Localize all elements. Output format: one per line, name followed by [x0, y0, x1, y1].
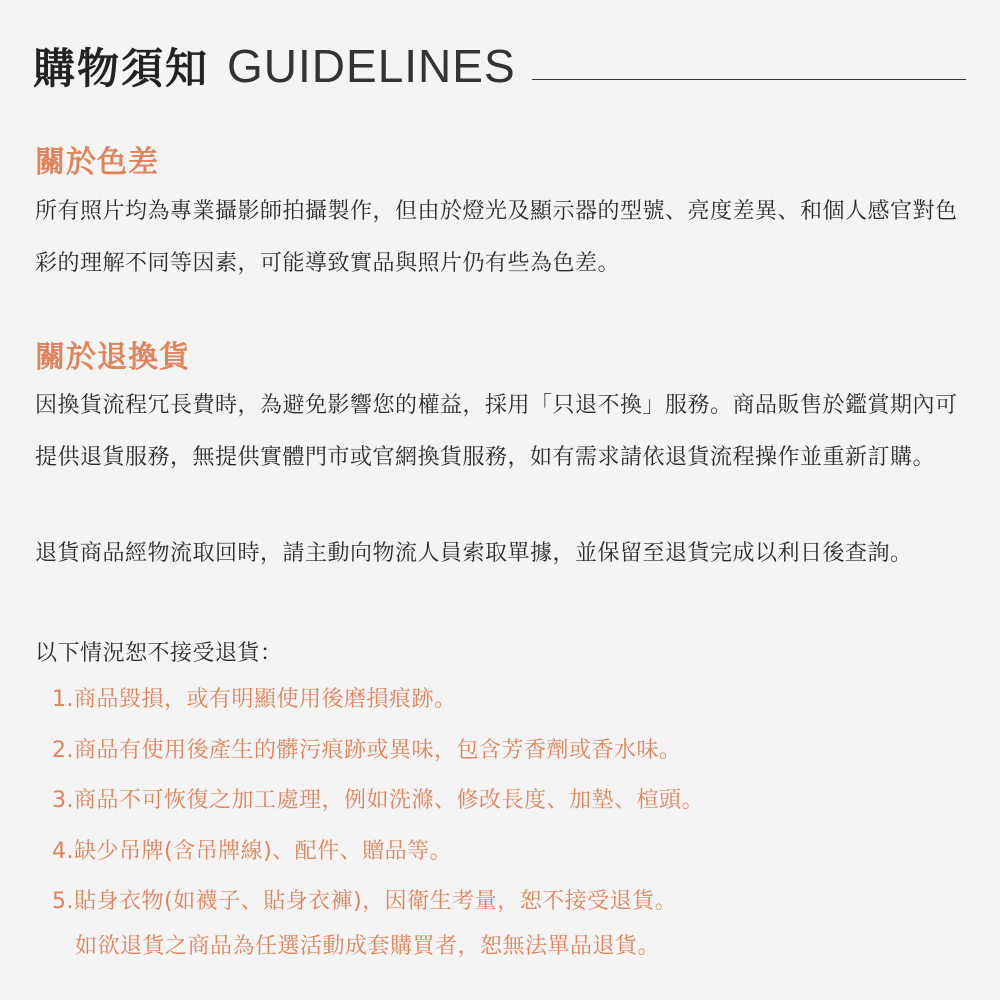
list-item: 4.缺少吊牌(含吊牌線)、配件、贈品等。: [52, 838, 453, 864]
color-difference-text: 所有照片均為專業攝影師拍攝製作，但由於燈光及顯示器的型號、亮度差異、和個人感官對色彩的理解不同等因素，可能導致實品與照片仍有些為色差。: [35, 199, 958, 276]
page-title: 購物須知: [33, 44, 210, 93]
return-exclusions-list: [52, 675, 972, 928]
list-item: 2.商品有使用後產生的髒污痕跡或異味，包含芳香劑或香水味。: [52, 737, 682, 763]
page-header: [33, 38, 966, 94]
returns-policy-text: 因換貨流程冗長費時，為避免影響您的權益，採用「只退不換」服務。商品販售於鑑賞期內可提供退貨服務，無提供實體門市或官網換貨服務，如有需求請依退貨流程操作並重新訂購。: [35, 393, 958, 470]
bundle-return-note: 如欲退貨之商品為任選活動成套購買者，恕無法單品退貨。: [75, 934, 661, 959]
returns-receipt-text: 退貨商品經物流取回時，請主動向物流人員索取單據，並保留至退貨完成以利日後查詢。: [35, 541, 913, 566]
page-title-english: GUIDELINES: [227, 40, 516, 92]
title-divider: [532, 79, 966, 80]
section-heading-returns: 關於退換貨: [35, 340, 190, 375]
list-item: 1.商品毀損，或有明顯使用後磨損痕跡。: [52, 687, 457, 712]
list-item: 3.商品不可恢復之加工處理，例如洗滌、修改長度、加墊、楦頭。: [52, 788, 704, 813]
list-item: 5.貼身衣物(如襪子、貼身衣褲)，因衛生考量，恕不接受退貨。: [52, 889, 678, 914]
section-heading-color-difference: 關於色差: [35, 145, 159, 180]
returns-exclusions-intro: 以下情況恕不接受退貨：: [35, 641, 283, 666]
